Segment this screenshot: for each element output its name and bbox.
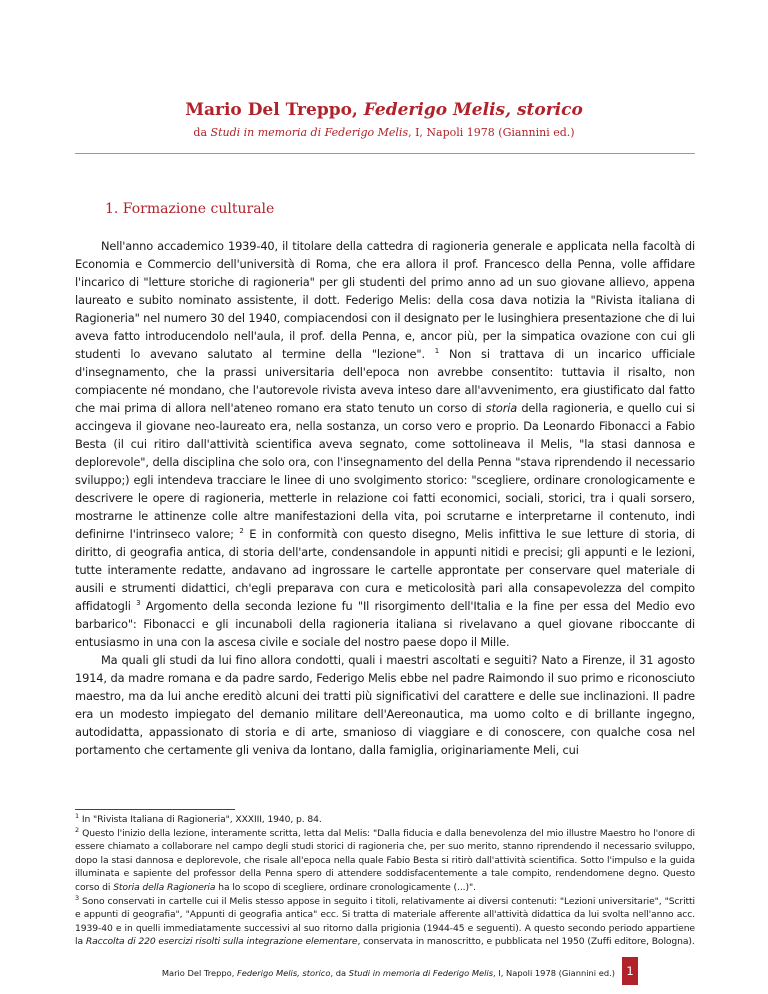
footnote-3-text-b: , conservata in manoscritto, e pubblicata nel 1950 (Zuffi editore, Bologna). [357, 936, 695, 948]
paragraph-2: Ma quali gli studi da lui fino allora condotti, quali i maestri ascoltati e seguiti? Nato a Firenze, il 31 agosto 1914, da madre romana e da padre sardo, Federigo Melis ebbe nel padre Raimondo il suo primo e riconosciuto maestro, ma da lui anche ereditò alcuni dei tratti più significativi del carattere e delle sue inclinazioni. Il padre era un modesto impiegato del demanio militare dell'Aereonautica, ma uomo colto e di brillante ingegno, autodidatta, appassionato di storia e di arte, smanioso di viaggiare e di conoscere, con qualche cosa nel portamento che certamente gli veniva da lontano, dalla famiglia, originariamente Meli, cui [75, 653, 695, 757]
p1-text-c: della ragioneria, e quello cui si accingeva il giovane neo-laureato era, nella sostanza, un corso vero e proprio. Da Leonardo Fibonacci a Fabio Besta (il cui ritiro dall'attività scientifica aveva segnato, come sottolineava il Melis, "la stasi dannosa e deplorevole", della disciplina che solo ora, con l'insegnamento del della Penna "stava riprendendo il necessario sviluppo;) egli intendeva tracciare le linee di uno svolgimento storico: "scegliere, ordinare cronologicamente e descrivere le opere di ragioneria, metterle in relazione coi fatti economici, sociali, storici, tra i quali sorsero, mostrarne le attinenze colle altre manifestazioni della vita, poi scrutarne e interpretarne il contenuto, indi definirne l'intrinseco valore; [75, 401, 695, 541]
footnote-2-text-a: Questo l'inizio della lezione, interamente scritta, letta dal Melis: "Dalla fiducia e dalla benevolenza del mio illustre Maestro ho l'onore di essere chiamato a collaborare nel campo degli studi storici di ragioneria che, per suo merito, stanno riprendendo il necessario sviluppo, dopo la stasi dannosa e deplorevole, che risale all'epoca nella quale Fabio Besta si ritirò dall'attività scientifica. Sotto l'impulso e la guida illuminata e sapiente del professor della Penna spero di attendere soddisfacentemente a tale compito, rendendomene degno. Questo corso di [75, 827, 695, 893]
p1-emphasis: storia [485, 401, 518, 415]
subtitle-prefix: da [193, 126, 211, 139]
paragraph-1 [75, 237, 695, 651]
footnote-ref-3[interactable]: 3 [136, 599, 141, 608]
p1-text-b: Non si trattava di un incarico ufficiale d'insegnamento, che la prassi universitaria dell'epoca non avrebbe consentito: tuttavia il risalto, non compiacente né mondano, che l'autorevole rivista aveva inteso dare all'avvenimento, era giustificato dal fatto che mai prima di allora nell'ateneo romano era stato tenuto un corso di [75, 347, 695, 415]
footnote-2-number: 2 [75, 825, 80, 834]
footer-emphasis-2: Studi in memoria di Federigo Melis [348, 968, 494, 978]
footnote-1-text: In "Rivista Italiana di Ragioneria", XXXIII, 1940, p. 84. [79, 814, 322, 825]
footnote-ref-1[interactable]: 1 [434, 347, 440, 356]
footnote-1 [75, 813, 695, 827]
subtitle-suffix: , I, Napoli 1978 (Giannini ed.) [408, 126, 575, 139]
subtitle-work: Studi in memoria di Federigo Melis [210, 126, 409, 139]
footnote-3-text-a: Sono conservati in cartelle cui il Melis stesso appose in seguito i titoli, relativamente ai diversi contenuti: "Lezioni universitarie", "Scritti e appunti di geografia", "Appunti di geografia antica" ecc. Si tratta di materiale afferente all'attività didattica da lui svolta nell'anno acc. 1939-40 e in quelli immediatamente successivi al suo ritorno dalla prigionia (1944-45 e seguenti). A questo secondo periodo appartiene la [75, 895, 695, 948]
p1-text-a: Nell'anno accademico 1939-40, il titolare della cattedra di ragioneria generale e applicata nella facoltà di Economia e Commercio dell'università di Roma, che era allora il prof. Francesco della Penna, volle affidare l'incarico di "letture storiche di ragioneria" per gli studenti del primo anno ad un suo giovane allievo, appena laureato e subito nominato assistente, il dott. Federigo Melis: della cosa dava notizia la "Rivista italiana di Ragioneria" nel numero 30 del 1940, compiacendosi con il designato per le lusinghiera presentazione che di lui aveva fatto introducendolo nell'aula, il prof. della Penna, e, ancor più, per la simpatica ovazione con cui gli studenti lo avevano salutato al termine della "lezione". [75, 239, 695, 361]
footnote-3 [75, 895, 695, 949]
body-text [75, 237, 695, 759]
footnote-2-emphasis: Storia della Ragioneria [113, 881, 216, 893]
title-author: Mario Del Treppo, [185, 100, 364, 120]
footnote-1-number: 1 [75, 811, 80, 820]
title-work: Federigo Melis, storico [363, 100, 583, 120]
footnote-2-text-b: ha lo scopo di scegliere, ordinare cronologicamente (...)". [215, 881, 476, 893]
footnotes [75, 813, 695, 949]
page-number-badge: 1 [622, 957, 638, 985]
footer-emphasis-1: Federigo Melis, storico [237, 968, 331, 978]
footnote-separator [75, 809, 235, 810]
footnote-2 [75, 827, 695, 895]
p1-text-e: Argomento della seconda lezione fu "Il risorgimento dell'Italia e la fine per essa del Medio evo barbarico": Fibonacci e gli incunaboli della ragioneria italiana si rivelavano a quel giovane riboccante di entusiasmo in una con la ascesa civile e sociale del nostro paese dopo il Mille. [75, 599, 695, 649]
footer-text-a: Mario Del Treppo, [161, 968, 238, 978]
footer-text-b: , da [330, 968, 349, 978]
footnote-ref-2[interactable]: 2 [239, 527, 244, 536]
p1-text-d: E in conformità con questo disegno, Melis infittiva le sue letture di storia, di diritto, di geografia antica, di storia dell'arte, condensandole in appunti nitidi e precisi; gli appunti e le lezioni, tutte interamente redatte, andavano ad ingrossare le cartelle approntate per conservare quel materiale di ausili e strumenti didattici, ch'egli preparava con cura e meticolosità pari alla consapevolezza del compito affidatogli [75, 527, 695, 613]
page-subtitle [0, 126, 768, 139]
section-heading: 1. Formazione culturale [105, 201, 275, 217]
footnote-3-emphasis: Raccolta di 220 esercizi risolti sulla integrazione elementare [85, 936, 358, 948]
header-divider [75, 153, 695, 154]
footer-text-c: , I, Napoli 1978 (Giannini ed.) [493, 968, 615, 978]
page-title [0, 100, 768, 120]
page-footer [0, 968, 615, 978]
footnote-3-number: 3 [75, 893, 80, 902]
